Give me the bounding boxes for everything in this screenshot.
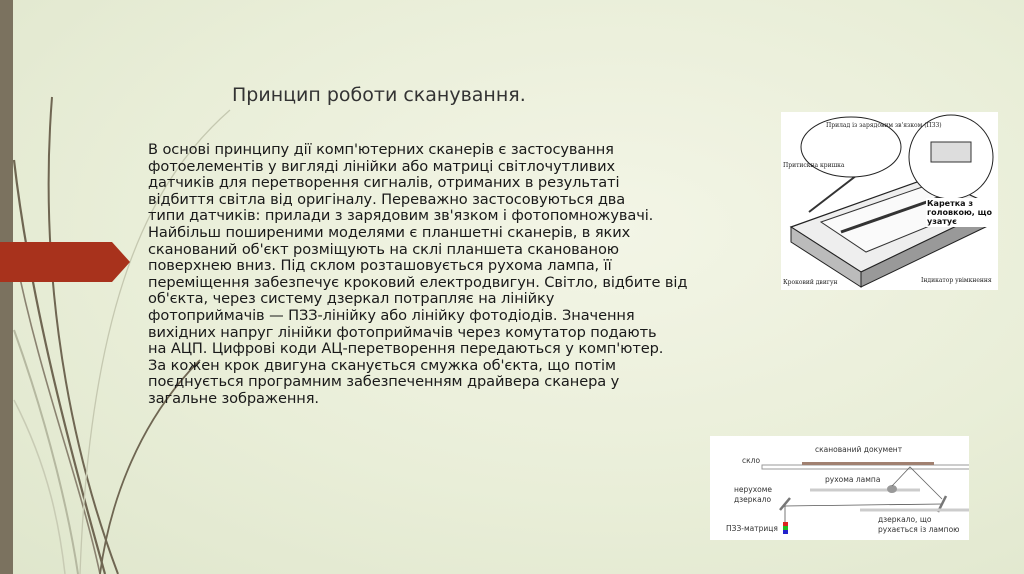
body-line: типи датчиків: прилади з зарядовим зв'язком і фотопомножувачі. bbox=[148, 207, 654, 225]
slide-title: Принцип роботи сканування. bbox=[232, 84, 526, 106]
label-moving-mirror: дзеркало, що bbox=[878, 515, 932, 524]
scan-principle-diagram bbox=[710, 436, 969, 540]
body-line: об'єкта, через систему дзеркал потрапляє на лінійку bbox=[148, 290, 555, 308]
body-line: загальне зображення. bbox=[148, 389, 319, 407]
scanner-label: Кроковий двигун bbox=[783, 279, 838, 286]
scanner-label: Індикатор увімкнення bbox=[921, 277, 992, 284]
body-line: сканований об'єкт розміщують на склі планшета сканованою bbox=[148, 240, 619, 258]
label-moving-mirror: рухається із лампою bbox=[878, 525, 960, 534]
body-line: вихідних напруг лінійки фотоприймачів через комутатор подають bbox=[148, 323, 657, 341]
scanner-label: Притискна кришка bbox=[783, 162, 845, 169]
red-arrow-shape bbox=[0, 242, 130, 282]
scanner-label-carriage: Каретка з головкою, що узатує bbox=[926, 198, 998, 227]
label-fixed-mirror: нерухоме bbox=[734, 485, 773, 494]
label-document: сканований документ bbox=[815, 445, 903, 454]
body-line: переміщення забезпечує кроковий електродвигун. Світло, відбите від bbox=[148, 273, 688, 291]
slide-body-text bbox=[148, 142, 778, 408]
body-line: датчиків для перетворення сигналів, отриманих в результаті bbox=[148, 174, 620, 192]
body-line: на АЦП. Цифрові коди АЦ-перетворення передаються у комп'ютер. bbox=[148, 340, 664, 358]
label-ccd-matrix: ПЗЗ-матриця bbox=[726, 524, 778, 533]
body-line: відбиття світла від оригіналу. Переважно застосовуються два bbox=[148, 190, 626, 208]
scanner-label: Прилад із зарядовим зв'язком (ПЗЗ) bbox=[826, 122, 942, 129]
label-fixed-mirror: дзеркало bbox=[734, 495, 772, 504]
body-line: поєднується програмним забезпеченням драйвера сканера у bbox=[148, 373, 620, 391]
body-line: поверхнею вниз. Під склом розташовується рухома лампа, її bbox=[148, 257, 612, 275]
scanner-illustration bbox=[781, 112, 998, 290]
body-line: Найбільш поширеними моделями є планшетні сканерів, в яких bbox=[148, 223, 631, 241]
body-line: фотоелементів у вигляді лінійки або матриці світлочутливих bbox=[148, 157, 616, 175]
body-line: За кожен крок двигуна сканується смужка об'єкта, що потім bbox=[148, 356, 616, 374]
body-line: фотоприймачів — ПЗЗ-лінійку або лінійку фотодіодів. Значення bbox=[148, 306, 635, 324]
body-line: В основі принципу дії комп'ютерних сканерів є застосування bbox=[148, 141, 614, 158]
label-glass: скло bbox=[742, 456, 761, 465]
label-lamp: рухома лампа bbox=[825, 475, 881, 484]
